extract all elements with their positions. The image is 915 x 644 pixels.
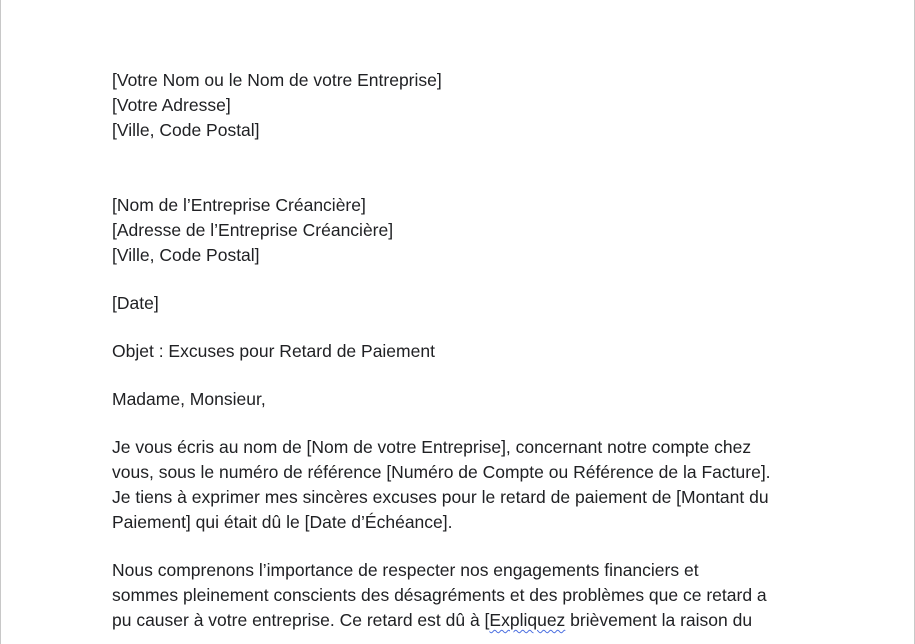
paragraph-1-line: vous, sous le numéro de référence [Numéro de Compte ou Référence de la Facture]. <box>112 462 771 482</box>
paragraph-2-text: pu causer à votre entreprise. Ce retard est dû à [ <box>112 610 490 630</box>
paragraph-2 <box>112 558 812 633</box>
paragraph-1-line: Je vous écris au nom de [Nom de votre Entreprise], concernant notre compte chez <box>112 437 752 457</box>
paragraph-1-line: Paiement] qui était dû le [Date d’Échéance]. <box>112 512 453 532</box>
recipient-city: [Ville, Code Postal] <box>112 245 260 265</box>
sender-name: [Votre Nom ou le Nom de votre Entreprise] <box>112 70 442 90</box>
letter-body <box>112 68 812 633</box>
paragraph-1-line: Je tiens à exprimer mes sincères excuses pour le retard de paiement de [Montant du <box>112 487 769 507</box>
paragraph-1 <box>112 435 812 535</box>
letter-date: [Date] <box>112 293 159 313</box>
paragraph-2-line: Nous comprenons l’importance de respecter nos engagements financiers et <box>112 560 699 580</box>
paragraph-2-text: brièvement la raison du <box>565 610 753 630</box>
recipient-company: [Nom de l’Entreprise Créancière] <box>112 195 366 215</box>
letter-salutation: Madame, Monsieur, <box>112 389 266 409</box>
paragraph-2-line: sommes pleinement conscients des désagréments et des problèmes que ce retard a <box>112 585 767 605</box>
spellcheck-flagged-word[interactable]: Expliquez <box>489 610 566 630</box>
sender-block <box>112 68 812 143</box>
recipient-block <box>112 193 812 268</box>
paragraph-2-line <box>112 608 812 633</box>
sender-address: [Votre Adresse] <box>112 95 231 115</box>
recipient-address: [Adresse de l’Entreprise Créancière] <box>112 220 394 240</box>
letter-subject: Objet : Excuses pour Retard de Paiement <box>112 341 435 361</box>
sender-city: [Ville, Code Postal] <box>112 120 260 140</box>
